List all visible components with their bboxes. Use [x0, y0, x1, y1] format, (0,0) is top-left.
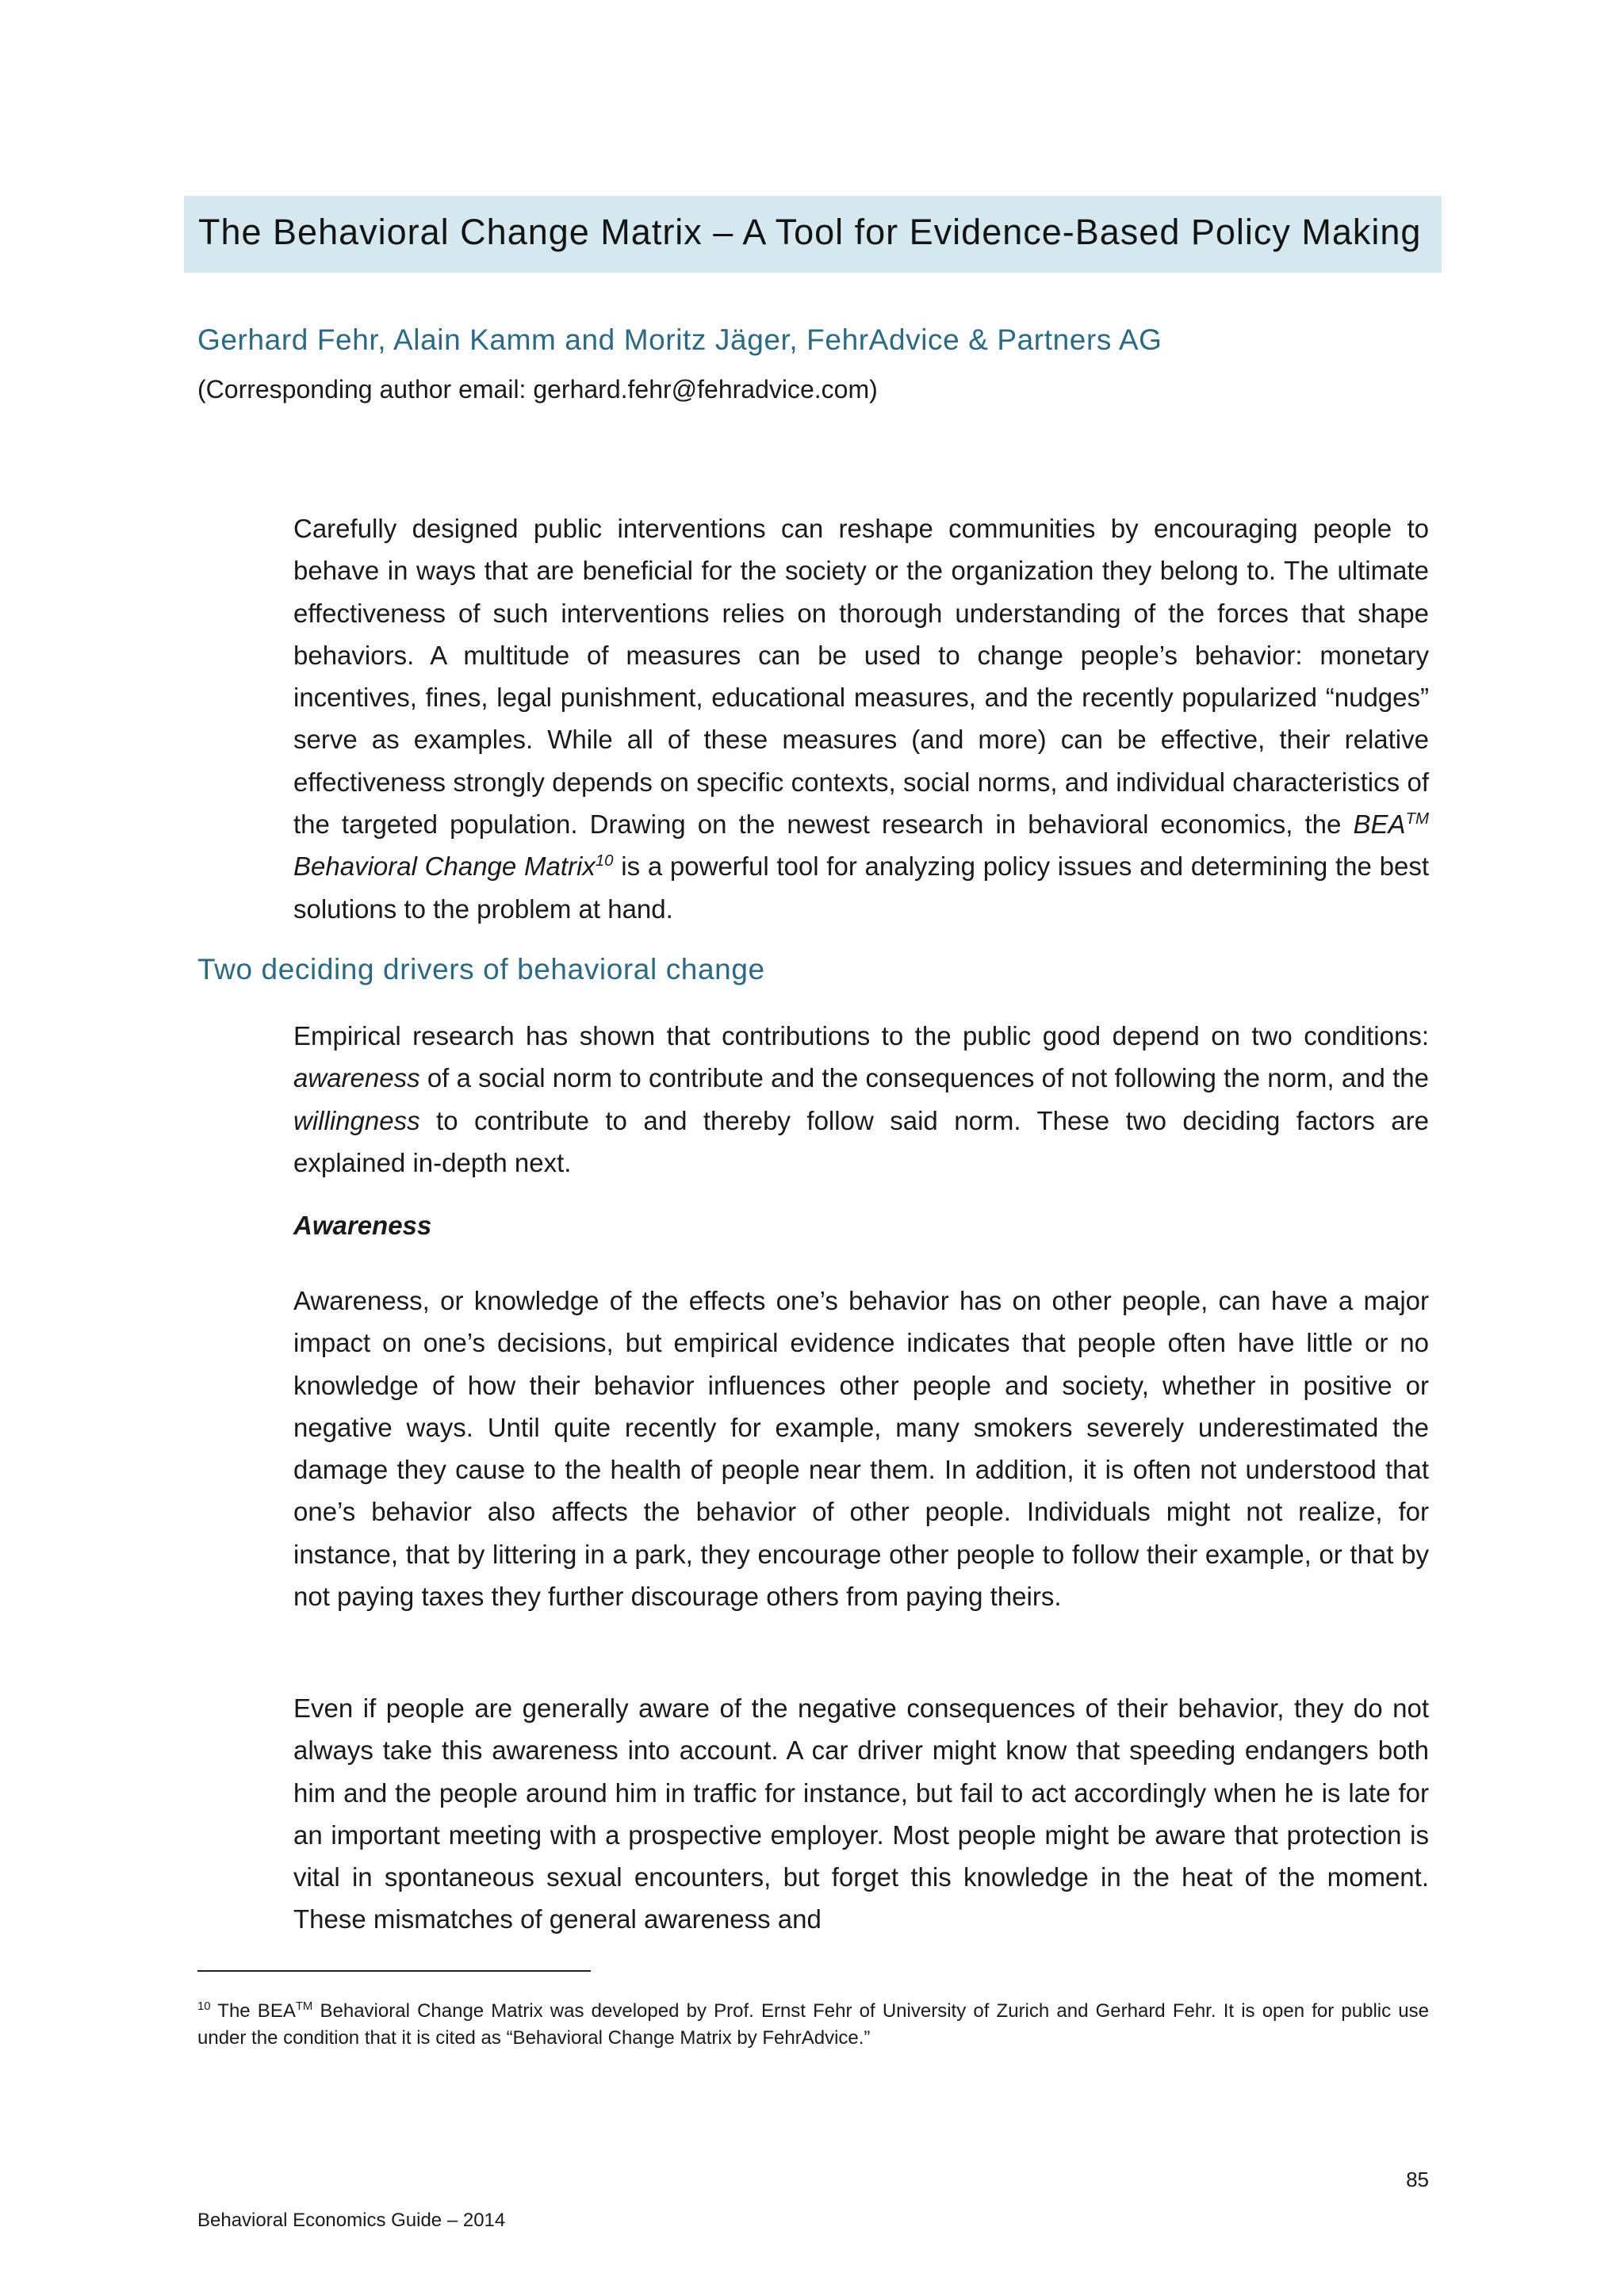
- section-text-1: Empirical research has shown that contributions to the public good depend on two conditions:: [293, 1021, 1429, 1050]
- intro-italic-matrix: Behavioral Change Matrix: [293, 851, 596, 882]
- section-em-awareness: awareness: [293, 1063, 420, 1093]
- footnote-text-post: Behavioral Change Matrix was developed by Prof. Ernst Fehr of University of Zurich and Gerhard Fehr. It is open for public use under the condition that it is cited as “Behavioral Change Matrix by FehrAdvice.”: [197, 2000, 1430, 2049]
- author-line: Gerhard Fehr, Alain Kamm and Moritz Jäger, FehrAdvice & Partners AG: [197, 323, 1162, 356]
- footnote-trademark: TM: [295, 2000, 313, 2013]
- awareness-paragraph-2: Even if people are generally aware of the negative consequences of their behavior, they do not always take this awareness into account. A car driver might know that speeding endangers both him and the people around him in traffic for instance, but fail to act accordingly when he is late for an important meeting with a prospective employer. Most people might be aware that protection is vital in spontaneous sexual encounters, but forget this knowledge in the heat of the moment. These mismatches of general awareness and: [293, 1693, 1429, 1934]
- article-title: The Behavioral Change Matrix – A Tool for Evidence-Based Policy Making: [198, 212, 1422, 252]
- page-number: 85: [1406, 2168, 1429, 2191]
- section-text-2: of a social norm to contribute and the consequences of not following the norm, and the: [419, 1063, 1429, 1093]
- intro-trademark-text: TM: [1405, 809, 1429, 828]
- awareness-paragraph-1: Awareness, or knowledge of the effects one’s behavior has on other people, can have a major impact on one’s decisions, but empirical evidence indicates that people often have little or no knowledge of how their behavior influences other people and society, whether in positive or negative ways. Until quite recently for example, many smokers severely underestimated the damage they cause to the health of people near them. In addition, it is often not understood that one’s behavior also affects the behavior of other people. Individuals might not realize, for instance, that by littering in a park, they encourage other people to follow their example, or that by not paying taxes they further discourage others from paying theirs.: [293, 1286, 1429, 1612]
- corresponding-author: (Corresponding author email: gerhard.fehr@fehradvice.com): [197, 375, 878, 404]
- footnote: [197, 1998, 1429, 2052]
- footnote-text-pre: The BEA: [210, 2000, 296, 2022]
- running-footer: Behavioral Economics Guide – 2014: [197, 2210, 506, 2231]
- section-text-3: to contribute to and thereby follow said norm. These two deciding factors are explained in-depth next.: [293, 1105, 1429, 1177]
- intro-text-end: is a powerful tool for analyzing policy issues and determining the best solutions to the problem at hand.: [293, 851, 1429, 924]
- intro-text-start: Carefully designed public interventions can reshape communities by encouraging people to behave in ways that are beneficial for the society or the organization they belong to. The ultimate effectiveness of such interventions relies on thorough understanding of the forces that shape behaviors. A multitude of measures can be used to change people’s behavior: monetary incentives, fines, legal punishment, educational measures, and the recently popularized “nudges” serve as examples. While all of these measures (and more) can be effective, their relative effectiveness strongly depends on specific contexts, social norms, and individual characteristics of the targeted population. Drawing on the newest research in behavioral economics, the: [293, 514, 1429, 840]
- section-heading: Two deciding drivers of behavioral change: [197, 953, 765, 985]
- awareness-heading: Awareness: [293, 1211, 432, 1240]
- title-banner: [184, 196, 1442, 273]
- section-paragraph: [293, 1015, 1429, 1184]
- footnote-reference[interactable]: [596, 851, 614, 870]
- footnote-number: 10: [197, 2000, 211, 2013]
- intro-trademark: [1405, 809, 1429, 828]
- footnote-reference-number: 10: [595, 851, 614, 871]
- intro-italic-bea: BEA: [1353, 809, 1406, 840]
- footnote-divider: [197, 1970, 591, 1972]
- section-em-willingness: willingness: [293, 1105, 420, 1135]
- intro-paragraph: [293, 507, 1429, 930]
